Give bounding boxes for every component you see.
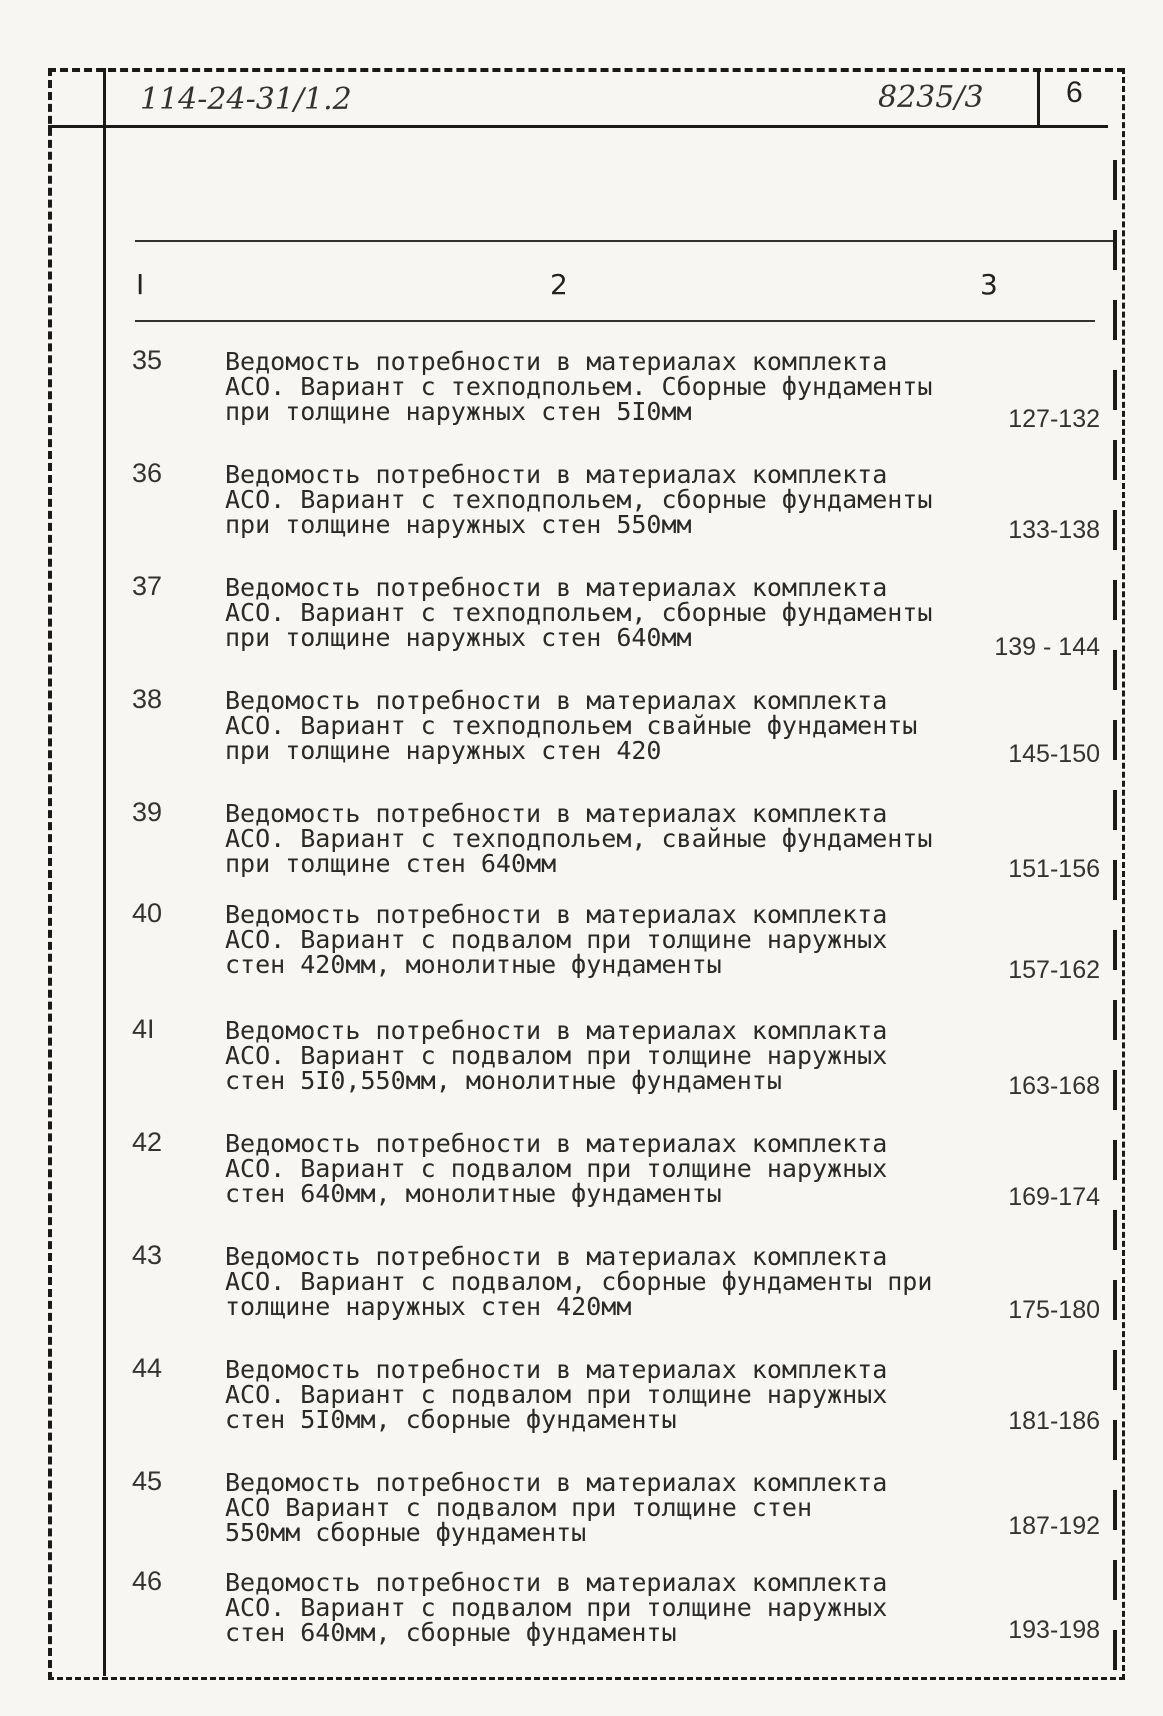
document-number: 8235/3 <box>878 80 984 115</box>
page-number-box-divider <box>1037 68 1040 125</box>
header-divider <box>48 125 1108 128</box>
row-pages: 187-192 <box>1008 1512 1100 1540</box>
row-pages: 157-162 <box>1008 956 1100 984</box>
row-pages: 139 - 144 <box>994 633 1100 661</box>
row-title: Ведомость потребности в материалах комплекта АСО. Вариант с техподпольем свайные фундаменты при толщине наружных стен 420 <box>225 686 918 765</box>
row-pages: 145-150 <box>1008 740 1100 768</box>
row-pages: 127-132 <box>1008 405 1100 433</box>
right-edge-dashes <box>1113 160 1117 1670</box>
page-number: 6 <box>1066 76 1083 109</box>
row-title: Ведомость потребности в материалах комплекта АСО. Вариант с подвалом, сборные фундаменты при толщине наружных стен 420мм <box>225 1242 933 1321</box>
row-title: Ведомость потребности в материалах комплекта АСО Вариант с подвалом при толщине стен 550мм сборные фундаменты <box>225 1468 888 1547</box>
row-title: Ведомость потребности в материалах комплекта АСО. Вариант с техподпольем, сборные фундаменты при толщине наружных стен 640мм <box>225 573 933 652</box>
row-number: 40 <box>132 898 163 928</box>
row-title: Ведомость потребности в материалах комплекта АСО. Вариант с техподпольем. Сборные фундаменты при толщине наружных стен 5I0мм <box>225 347 933 426</box>
frame-margin-line <box>103 68 106 1676</box>
row-pages: 181-186 <box>1008 1407 1100 1435</box>
row-pages: 193-198 <box>1008 1616 1100 1644</box>
row-pages: 133-138 <box>1008 516 1100 544</box>
row-number: 35 <box>132 345 163 375</box>
row-title: Ведомость потребности в материалах комплакта АСО. Вариант с подвалом при толщине наружных стен 5I0,550мм, монолитные фундаменты <box>225 1016 888 1095</box>
column-header-rule <box>135 320 1095 322</box>
row-number: 39 <box>132 797 163 827</box>
row-pages: 163-168 <box>1008 1072 1100 1100</box>
row-title: Ведомость потребности в материалах комплекта АСО. Вариант с техподпольем, свайные фундаменты при толщине стен 640мм <box>225 799 933 878</box>
row-title: Ведомость потребности в материалах комплекта АСО. Вариант с подвалом при толщине наружных стен 420мм, монолитные фундаменты <box>225 900 888 979</box>
row-number: 38 <box>132 684 163 714</box>
table-top-rule <box>135 240 1113 242</box>
row-number: 44 <box>132 1353 163 1383</box>
column-header-1: I <box>136 268 145 301</box>
row-number: 37 <box>132 571 163 601</box>
row-pages: 169-174 <box>1008 1183 1100 1211</box>
row-title: Ведомость потребности в материалах комплекта АСО. Вариант с подвалом при толщине наружных стен 5I0мм, сборные фундаменты <box>225 1355 888 1434</box>
row-title: Ведомость потребности в материалах комплекта АСО. Вариант с подвалом при толщине наружных стен 640мм, монолитные фундаменты <box>225 1129 888 1208</box>
document-code: 114-24-31/1.2 <box>140 82 352 117</box>
column-header-3: 3 <box>980 268 998 301</box>
row-pages: 151-156 <box>1008 855 1100 883</box>
row-number: 46 <box>132 1566 163 1596</box>
row-number: 36 <box>132 458 163 488</box>
row-title: Ведомость потребности в материалах комплекта АСО. Вариант с подвалом при толщине наружных стен 640мм, сборные фундаменты <box>225 1568 888 1647</box>
column-header-2: 2 <box>550 268 568 301</box>
row-number: 42 <box>132 1127 163 1157</box>
row-number: 45 <box>132 1466 163 1496</box>
row-number: 43 <box>132 1240 163 1270</box>
row-title: Ведомость потребности в материалах комплекта АСО. Вариант с техподпольем, сборные фундаменты при толщине наружных стен 550мм <box>225 460 933 539</box>
row-number: 4I <box>132 1014 155 1044</box>
row-pages: 175-180 <box>1008 1296 1100 1324</box>
